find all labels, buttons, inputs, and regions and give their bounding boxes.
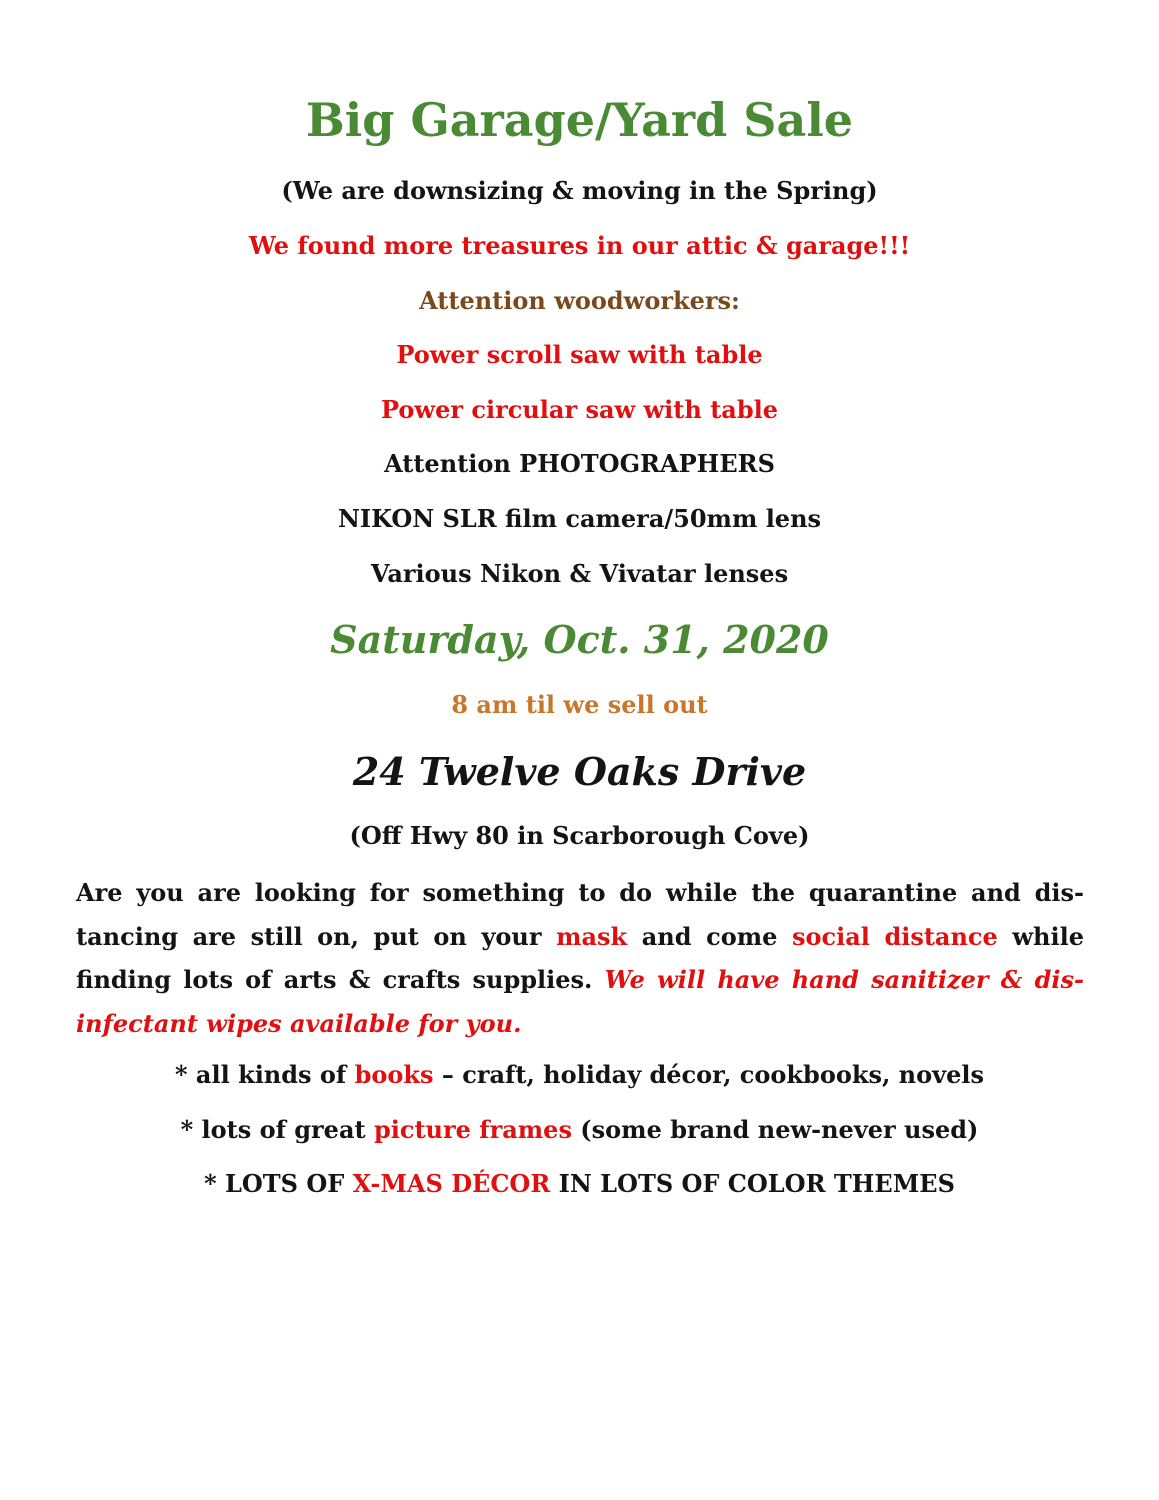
info-paragraph [76,871,1084,1045]
xmas-bullet [0,1167,1159,1201]
sale-address: 24 Twelve Oaks Drive [352,749,807,794]
paragraph-text-1: Are you are looking for something to do while the quarantine and distancing are still on, put on your [76,878,1084,951]
frames-prefix: * lots of great [180,1115,374,1144]
photographers-heading: Attention PHOTOGRAPHERS [384,449,775,478]
scroll-saw-item: Power scroll saw with table [396,340,763,369]
sale-hours: 8 am til we sell out [451,690,708,719]
camera-item: NIKON SLR film camera/50mm lens [337,504,822,533]
frames-suffix: (some brand new-never used) [571,1115,979,1144]
paragraph-text-3: while finding lots of arts & crafts supplies. [76,921,1085,994]
sanitizer-notice: We will have hand sanitizer & disinfectant wipes available for you. [76,965,1085,1038]
mask-highlight: mask [556,921,628,951]
frames-bullet [0,1113,1159,1147]
circular-saw-item: Power circular saw with table [381,395,778,424]
sale-date: Saturday, Oct. 31, 2020 [330,617,829,662]
social-distance-highlight: social distance [791,921,998,951]
treasures-line: We found more treasures in our attic & garage!!! [248,231,911,260]
paragraph-text-2: and come [627,921,792,951]
sale-directions: (Off Hwy 80 in Scarborough Cove) [349,821,810,850]
books-prefix: * all kinds of [175,1060,355,1089]
xmas-highlight: X-MAS DÉCOR [352,1169,551,1198]
flyer-subtitle: (We are downsizing & moving in the Spring) [281,176,878,205]
flyer-title: Big Garage/Yard Sale [305,93,854,147]
frames-highlight: picture frames [373,1115,572,1144]
lenses-item: Various Nikon & Vivatar lenses [370,559,789,588]
books-highlight: books [354,1060,434,1089]
woodworkers-heading: Attention woodworkers: [419,286,740,315]
books-bullet [0,1058,1159,1092]
xmas-suffix: IN LOTS OF COLOR THEMES [550,1169,955,1198]
xmas-prefix: * LOTS OF [204,1169,353,1198]
books-suffix: – craft, holiday décor, cookbooks, novels [433,1060,984,1089]
